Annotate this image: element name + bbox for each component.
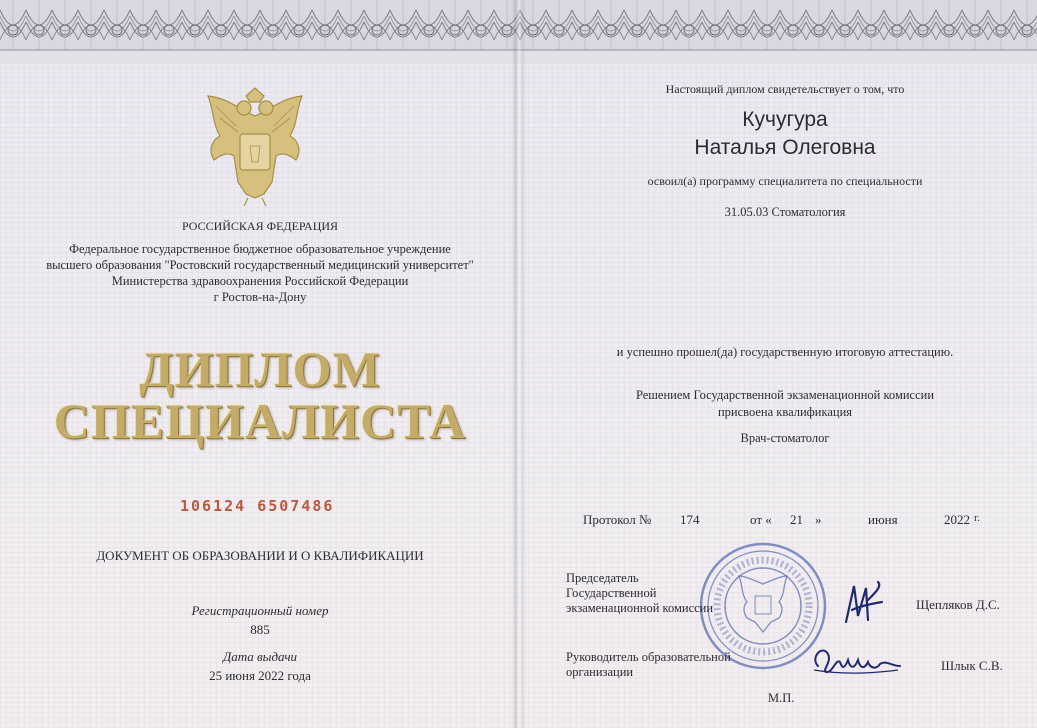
protocol-label: Протокол № xyxy=(583,512,652,527)
issue-date: 25 июня 2022 года xyxy=(209,668,311,683)
institution-line: г Ростов-на-Дону xyxy=(213,290,307,304)
seal-place-label: М.П. xyxy=(768,691,795,705)
head-signature xyxy=(808,640,904,678)
document-type: ДОКУМЕНТ ОБ ОБРАЗОВАНИИ И О КВАЛИФИКАЦИИ xyxy=(96,548,424,563)
institution-line: Федеральное государственное бюджетное образовательное учреждение xyxy=(69,242,451,256)
head-title-line: Руководитель образовательной xyxy=(566,650,731,664)
coat-of-arms-emblem xyxy=(196,86,314,206)
protocol-year: 2022 xyxy=(944,512,970,527)
head-name: Шлык С.В. xyxy=(941,658,1003,673)
given-names: Наталья Олеговна xyxy=(694,136,876,159)
decision-line2: присвоена квалификация xyxy=(717,405,853,419)
serial-number: 106124 6507486 xyxy=(180,497,335,515)
head-title-line: организации xyxy=(566,665,634,679)
decision-line1: Решением Государственной экзаменационной комиссии xyxy=(635,388,935,402)
surname: Кучугура xyxy=(742,108,828,131)
qualification: Врач-стоматолог xyxy=(740,431,830,445)
chair-title-line: Государственной xyxy=(566,586,657,600)
institution-name xyxy=(10,241,510,305)
issue-date-label: Дата выдачи xyxy=(222,649,298,664)
protocol-number: 174 xyxy=(680,512,700,527)
diploma-title-line1: ДИПЛОМ xyxy=(139,341,381,397)
protocol-year-suffix: г. xyxy=(974,512,981,524)
chair-name: Щепляков Д.С. xyxy=(916,597,1000,612)
protocol-close-quote: » xyxy=(815,512,822,527)
chair-title-line: экзаменационной комиссии xyxy=(566,601,714,615)
chair-signature xyxy=(838,580,888,630)
protocol-from-label: от « xyxy=(750,512,772,527)
head-title xyxy=(566,650,731,680)
program-text: освоил(а) программу специалитета по специальности xyxy=(647,174,923,188)
diploma-title-line2: СПЕЦИАЛИСТА xyxy=(53,393,467,449)
certifies-text: Настоящий диплом свидетельствует о том, что xyxy=(665,82,905,96)
attestation-text: и успешно прошел(да) государственную итоговую аттестацию. xyxy=(616,345,954,359)
specialty: 31.05.03 Стоматология xyxy=(724,205,846,219)
chair-title-line: Председатель xyxy=(566,571,639,585)
registration-label: Регистрационный номер xyxy=(191,603,329,618)
institution-line: Министерства здравоохранения Российской Федерации xyxy=(111,274,409,288)
protocol-month: июня xyxy=(868,512,898,527)
registration-number: 885 xyxy=(250,622,270,637)
institution-line: высшего образования "Ростовский государственный медицинский университет" xyxy=(46,258,474,272)
page-fold xyxy=(512,0,526,728)
country-name: РОССИЙСКАЯ ФЕДЕРАЦИЯ xyxy=(181,219,339,233)
chair-title xyxy=(566,571,713,616)
protocol-day: 21 xyxy=(790,512,803,527)
